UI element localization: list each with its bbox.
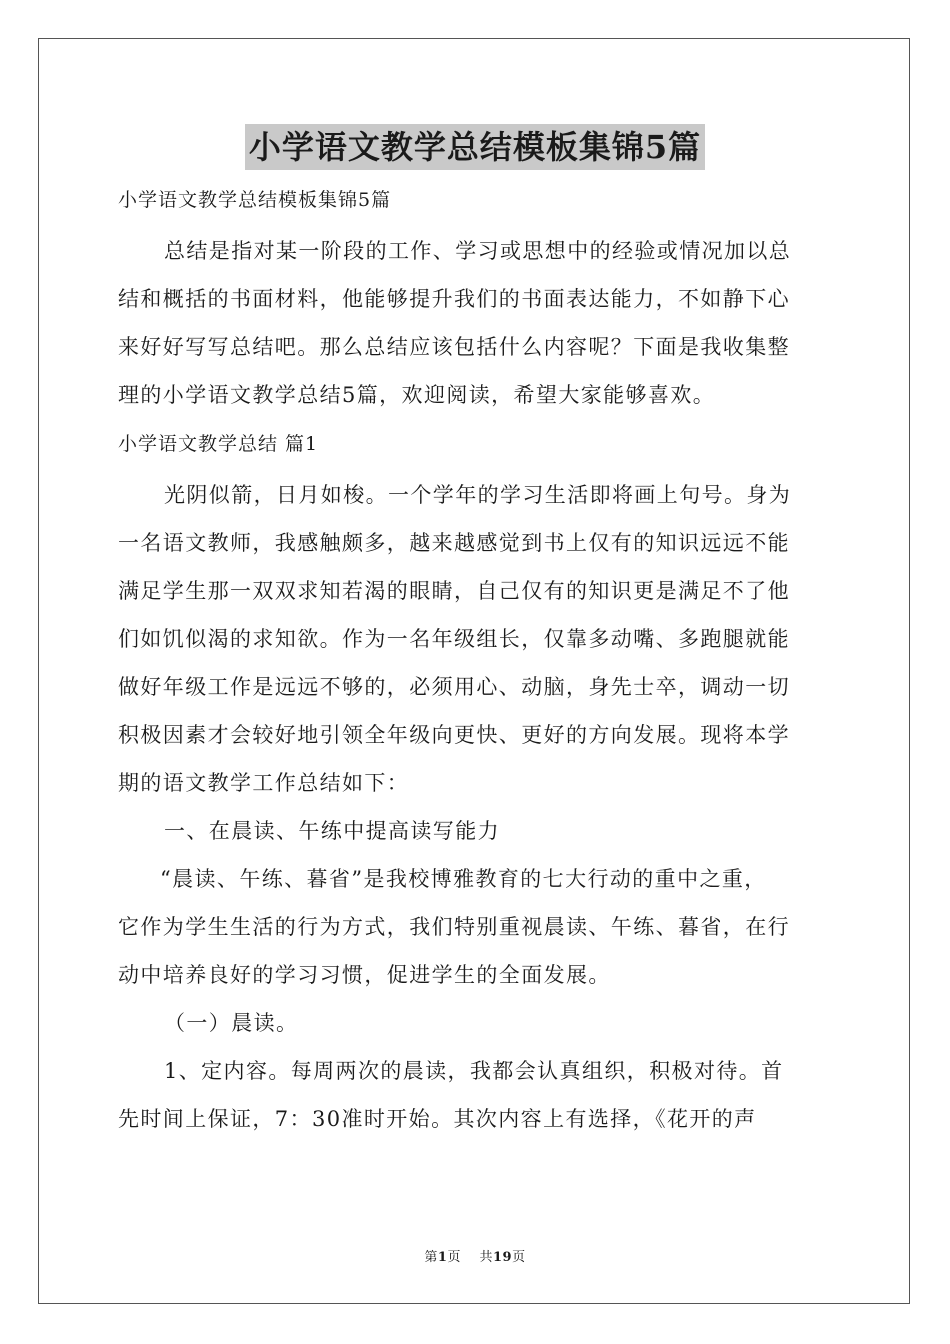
document-title: 小学语文教学总结模板集锦5篇 [245,124,705,170]
footer-prefix: 第 [424,1250,438,1265]
section-line: 满足学生那一双双求知若渴的眼睛，自己仅有的知识更是满足不了他 [118,579,790,603]
paragraph-line: 1、定内容。每周两次的晨读，我都会认真组织，积极对待。首 [164,1059,784,1083]
intro-line: 总结是指对某一阶段的工作、学习或思想中的经验或情况加以总 [164,239,792,263]
subheading: （一）晨读。 [164,1011,299,1035]
paragraph-line: 它作为学生生活的行为方式，我们特别重视晨读、午练、暮省，在行 [118,915,790,939]
footer-page-number: 1 [437,1250,448,1265]
section-line: 一名语文教师，我感触颇多，越来越感觉到书上仅有的知识远远不能 [118,531,790,555]
footer-mid: 页 共 [447,1250,493,1265]
paragraph-line: “晨读、午练、暮省”是我校博雅教育的七大行动的重中之重， [160,867,767,891]
intro-line: 来好好写写总结吧。那么总结应该包括什么内容呢？下面是我收集整 [118,335,790,359]
section-heading: 小学语文教学总结 篇1 [118,433,319,455]
paragraph-line: 动中培养良好的学习习惯，促进学生的全面发展。 [118,963,611,987]
section-line: 积极因素才会较好地引领全年级向更快、更好的方向发展。现将本学 [118,723,790,747]
document-body [118,181,834,1143]
intro-line: 结和概括的书面材料，他能够提升我们的书面表达能力，不如静下心 [118,287,790,311]
page-footer [0,1246,950,1265]
section-line: 们如饥似渴的求知欲。作为一名年级组长，仅靠多动嘴、多跑腿就能 [118,627,790,651]
section-line: 光阴似箭，日月如梭。一个学年的学习生活即将画上句号。身为 [164,483,792,507]
document-subtitle: 小学语文教学总结模板集锦5篇 [118,189,392,211]
title-container [0,124,950,170]
intro-line: 理的小学语文教学总结5篇，欢迎阅读，希望大家能够喜欢。 [118,383,716,407]
footer-total-pages: 19 [492,1250,513,1265]
paragraph-line: 先时间上保证，7：30准时开始。其次内容上有选择，《花开的声 [118,1107,757,1131]
subheading: 一、在晨读、午练中提高读写能力 [164,819,500,843]
footer-suffix: 页 [512,1250,526,1265]
section-line: 期的语文教学工作总结如下： [118,771,410,795]
section-line: 做好年级工作是远远不够的，必须用心、动脑，身先士卒，调动一切 [118,675,790,699]
